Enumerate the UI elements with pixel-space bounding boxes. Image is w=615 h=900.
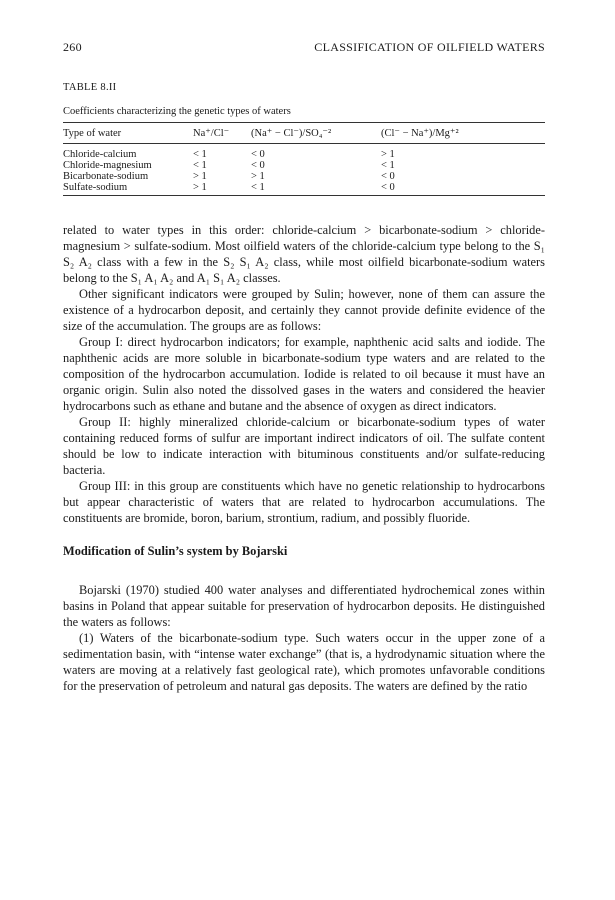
table-row [63,160,545,171]
column-header: Type of water [63,123,193,144]
table-cell: < 1 [193,160,207,171]
table-row [63,171,545,182]
page-number: 260 [63,40,82,54]
table-cell: Chloride-calcium [63,149,137,160]
table-cell: < 0 [251,149,265,160]
section-heading: Modification of Sulin’s system by Bojarski [63,544,288,558]
table-cell: < 0 [381,182,545,196]
table-cell: > 1 [381,149,395,160]
table-row [63,144,545,161]
table-cell: Sulfate-sodium [63,182,193,196]
paragraph: related to water types in this order: chloride-calcium > bicarbonate-sodium > chloride-magnesium > sulfate-sodium. Most oilfield waters of the chloride-calcium type belong to the S₁ S₂ A₂ class with a few in the S₂ S₁ A₂ class, while most oilfield bicarbonate-sodium waters belong to the S₁ A₁ A₂ and A₁ S₁ A₂ classes. [63,223,545,285]
table-cell: Chloride-magnesium [63,160,152,171]
table-caption: Coefficients characterizing the genetic types of waters [63,106,291,117]
column-header: Na⁺/Cl⁻ [193,123,251,144]
table-cell: Bicarbonate-sodium [63,171,149,182]
table-cell: < 1 [193,149,207,160]
table-cell: > 1 [193,171,207,182]
table-cell: < 0 [251,160,265,171]
paragraph: (1) Waters of the bicarbonate-sodium type. Such waters occur in the upper zone of a sedimentation basin, with “intense water exchange” (that is, a hydrodynamic situation where the waters are moving at a relatively fast geological rate), which promotes unfavorable conditions for the preservation of petroleum and natural gas deposits. The waters are defined by the ratio [63,631,545,693]
table-cell: < 0 [381,171,395,182]
table-row [63,182,545,196]
paragraph: Bojarski (1970) studied 400 water analyses and differentiated hydrochemical zones within basins in Poland that appear suitable for preservation of hydrocarbon deposits. He distinguished the waters as follows: [63,583,545,629]
table-cell: < 1 [251,182,381,196]
paragraph: Group I: direct hydrocarbon indicators; for example, naphthenic acid salts and iodide. The naphthenic acids are more soluble in bicarbonate-sodium type waters and are related to the composition of the hydrocarbon accumulation. Iodide is related to oil because it must have an organic origin. Sulin also noted the dissolved gases in the waters and considered the heavier hydrocarbons such as ethane and butane and the absence of oxygen as direct indicators. [63,335,545,413]
running-title: CLASSIFICATION OF OILFIELD WATERS [314,40,545,54]
paragraph: Group III: in this group are constituents which have no genetic relationship to hydrocarbons but appear characteristic of waters that are related to hydrocarbon accumulations. The constituents are bromide, boron, barium, strontium, radium, and possibly fluoride. [63,479,545,525]
document-page [63,40,545,694]
table-cell: > 1 [251,171,265,182]
coefficients-table [63,122,545,196]
body-text [63,222,545,694]
column-header: (Na⁺ − Cl⁻)/SO₄⁻² [251,123,381,144]
column-header: (Cl⁻ − Na⁺)/Mg⁺² [381,123,545,144]
paragraph: Other significant indicators were grouped by Sulin; however, none of them can assure the existence of a hydrocarbon deposit, and certainly they cannot provide definite evidence of the size of the accumulation. The groups are as follows: [63,287,545,333]
running-header [63,40,545,60]
table-cell: < 1 [381,160,395,171]
table-label: TABLE 8.II [63,82,117,93]
paragraph: Group II: highly mineralized chloride-calcium or bicarbonate-sodium types of water containing reduced forms of sulfur are important indirect indicators of oil. The sulfate content should be low to indicate interaction with bituminous constituents and/or sulfate-reducing bacteria. [63,415,545,477]
table-header-row [63,123,545,144]
table-cell: > 1 [193,182,251,196]
